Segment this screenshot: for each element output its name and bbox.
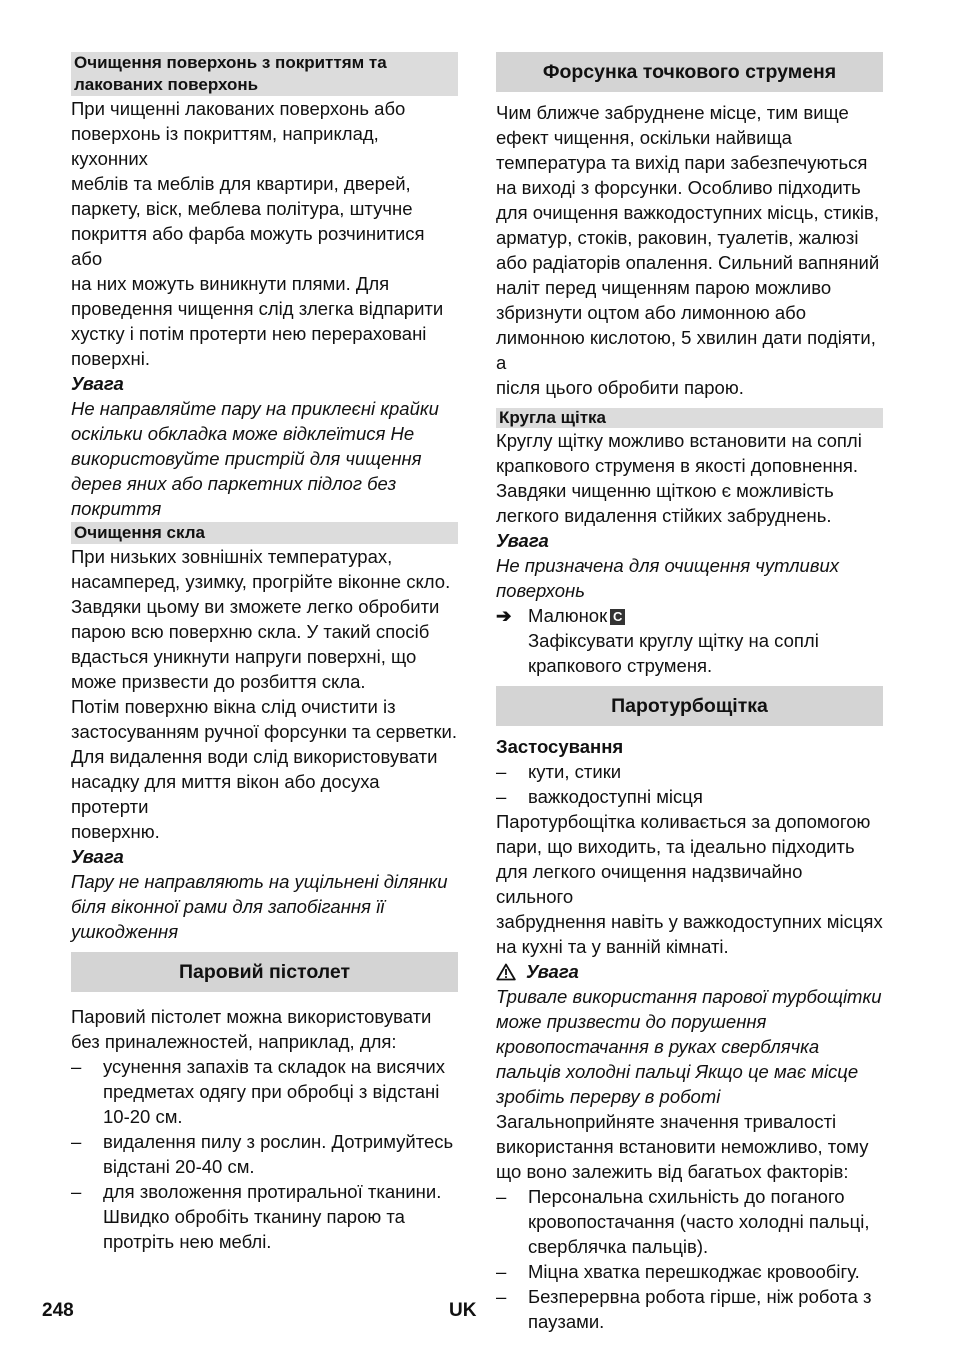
list-item: [496, 759, 883, 784]
dash-marker: –: [496, 1286, 507, 1307]
text-line: Завдяки цьому ви зможете легко обробити: [71, 596, 440, 617]
text-line: кровопостачання в руках сверблячка: [496, 1036, 820, 1057]
list-item: [496, 1284, 883, 1334]
text-line: після цього обробити парою.: [496, 377, 744, 398]
language-code: UK: [449, 1300, 477, 1321]
text-line: Чим ближче забруднене місце, тим вище: [496, 102, 849, 123]
text-line: Безперервна робота гірше, ніж робота з: [528, 1286, 872, 1307]
warning-text: [496, 984, 883, 1109]
text-line: температура та вихід пари забезпечуються: [496, 152, 868, 173]
text-line: Потім поверхню вікна слід очистити із: [71, 696, 396, 717]
text-line: забруднення навіть у важкодоступних місцях: [496, 911, 883, 932]
text-line: зробіть перерву в роботі: [496, 1086, 721, 1107]
heading-round-brush: Кругла щітка: [496, 408, 883, 428]
text-line: проведення чищення слід злегка відпарити: [71, 298, 444, 319]
dash-marker: –: [71, 1131, 82, 1152]
text-line: на виході з форсунки. Особливо підходить: [496, 177, 861, 198]
text-line: Загальноприйняте значення тривалості: [496, 1111, 837, 1132]
round-brush-text: [496, 428, 883, 528]
left-column: [71, 52, 458, 1254]
heading-steam-gun: Паровий пістолет: [71, 952, 458, 992]
heading-spot-nozzle: Форсунка точкового струменя: [496, 52, 883, 92]
figure-letter-badge: C: [610, 609, 625, 625]
text-line: протріть нею меблі.: [103, 1231, 272, 1252]
warning-text: [71, 869, 458, 944]
list-item: [71, 1129, 458, 1179]
text-line: вдасться уникнути напруги поверхні, що: [71, 646, 417, 667]
heading-steam-turbo-brush: Паротурбощітка: [496, 686, 883, 726]
text-line: ефект чищення, оскільки найвища: [496, 127, 792, 148]
text-line: на кухні та у ванній кімнаті.: [496, 936, 729, 957]
text-line: насамперед, узимку, прогрійте віконне скло.: [71, 571, 451, 592]
text-line: Не направляйте пару на приклеєні крайки: [71, 398, 439, 419]
text-line: використання встановити неможливо, тому: [496, 1136, 869, 1157]
text-line: кути, стики: [528, 761, 622, 782]
list-item: [71, 1054, 458, 1129]
text-line: Тривале використання парової турбощітки: [496, 986, 882, 1007]
text-line: лимонною кислотою, 5 хвилин дати подіяти, а: [496, 327, 876, 373]
list-item: [496, 784, 883, 809]
text-line: для зволоження протиральної тканини.: [103, 1181, 442, 1202]
text-line: крапкового струменя в якості доповнення.: [496, 455, 859, 476]
text-line: відстані 20-40 см.: [103, 1156, 255, 1177]
warning-label: Увага: [71, 373, 124, 394]
text-line: усунення запахів та складок на висячих: [103, 1056, 445, 1077]
text-line: видалення пилу з рослин. Дотримуйтесь: [103, 1131, 454, 1152]
text-line: 10-20 см.: [103, 1106, 183, 1127]
warning-label: Увага: [496, 530, 549, 551]
heading-line: лакованих поверхонь: [74, 75, 259, 94]
text-line: пальців холодні пальці Якщо це має місце: [496, 1061, 859, 1082]
text-line: біля віконної рами для запобігання її: [71, 896, 385, 917]
text-line: кровопостачання (часто холодні пальці,: [528, 1211, 870, 1232]
list-item: [496, 1259, 883, 1284]
text-line: що воно залежить від багатьох факторів:: [496, 1161, 849, 1182]
dash-marker: –: [71, 1181, 82, 1202]
page-number: 248: [42, 1300, 74, 1321]
warning-label-row: [496, 959, 883, 984]
text-line: ушкодження: [71, 921, 179, 942]
text-line: для легкого очищення надзвичайно сильного: [496, 861, 803, 907]
steam-gun-intro: [71, 1004, 458, 1054]
dash-marker: –: [496, 786, 507, 807]
text-line: насадку для миття вікон або досуха протерти: [71, 771, 380, 817]
text-line: збризнути оцтом або лимонною або: [496, 302, 807, 323]
text-line: наліт перед чищенням парою можливо: [496, 277, 832, 298]
text-line: поверхонь із покриттям, наприклад, кухонних: [71, 123, 379, 169]
text-line: Швидко обробіть тканину парою та: [103, 1206, 405, 1227]
text-line: арматур, стоків, раковин, туалетів, жалюзі: [496, 227, 859, 248]
dash-marker: –: [71, 1056, 82, 1077]
right-column: [496, 52, 883, 1334]
turbo-brush-text: [496, 809, 883, 959]
text-line: важкодоступні місця: [528, 786, 703, 807]
text-line: на них можуть виникнути плями. Для: [71, 273, 390, 294]
warning-label: Увага: [526, 961, 579, 982]
warning-label: Увага: [71, 846, 124, 867]
text-line: Завдяки чищенню щіткою є можливість: [496, 480, 834, 501]
text-line: Паротурбощітка коливається за допомогою: [496, 811, 871, 832]
figure-label: Малюнок: [528, 605, 608, 626]
dash-marker: –: [496, 761, 507, 782]
text-line: легкого видалення стійких забруднень.: [496, 505, 832, 526]
text-line: Міцна хватка перешкоджає кровообігу.: [528, 1261, 860, 1282]
dash-marker: –: [496, 1261, 507, 1282]
text-line: або радіаторів опалення. Сильний вапняний: [496, 252, 880, 273]
text-line: поверхню.: [71, 821, 160, 842]
text-line: Зафіксувати круглу щітку на соплі: [528, 630, 819, 651]
warning-triangle-icon: [496, 963, 516, 981]
text-line: При чищенні лакованих поверхонь або: [71, 98, 406, 119]
heading-coated-surfaces: [71, 52, 458, 96]
warning-text: [71, 396, 458, 521]
warning-text: [496, 553, 883, 603]
text-line: Для видалення води слід використовувати: [71, 746, 438, 767]
text-line: покриття або фарба можуть розчинитися або: [71, 223, 425, 269]
text-line: може призвести до розбиття скла.: [71, 671, 366, 692]
text-line: поверхні.: [71, 348, 151, 369]
text-line: предметах одягу при обробці з відстані: [103, 1081, 440, 1102]
text-line: поверхонь: [496, 580, 585, 601]
figure-reference: [496, 603, 883, 678]
text-line: для очищення важкодоступних місць, стиків,: [496, 202, 880, 223]
duration-text: [496, 1109, 883, 1184]
subheading-application: Застосування: [496, 736, 624, 757]
text-line: парою всю поверхню скла. У такий спосіб: [71, 621, 430, 642]
text-line: може призвести до порушення: [496, 1011, 767, 1032]
text-line: використовуйте пристрій для чищення: [71, 448, 422, 469]
heading-line: Очищення поверхонь з покриттям та: [74, 53, 387, 72]
text-line: Пару не направляють на ущільнені ділянки: [71, 871, 448, 892]
text-line: крапкового струменя.: [528, 655, 713, 676]
dash-marker: –: [496, 1186, 507, 1207]
text-line: Не призначена для очищення чутливих: [496, 555, 840, 576]
text-line: Персональна схильність до поганого: [528, 1186, 845, 1207]
text-line: меблів та меблів для квартири, дверей,: [71, 173, 411, 194]
list-item: [496, 1184, 883, 1259]
text-line: паузами.: [528, 1311, 605, 1332]
text-line: При низьких зовнішніх температурах,: [71, 546, 393, 567]
arrow-right-icon: ➔: [496, 605, 512, 626]
text-line: хустку і потім протерти нею перераховані: [71, 323, 427, 344]
text-line: оскільки обкладка може відклеїтися Не: [71, 423, 415, 444]
text-line: сверблячка пальців).: [528, 1236, 709, 1257]
figure-line: [528, 603, 883, 628]
spot-nozzle-text: [496, 100, 883, 400]
text-line: Круглу щітку можливо встановити на соплі: [496, 430, 862, 451]
coated-surfaces-text: [71, 96, 458, 371]
text-line: Паровий пістолет можна використовувати: [71, 1006, 432, 1027]
text-line: без приналежностей, наприклад, для:: [71, 1031, 397, 1052]
glass-cleaning-text: [71, 544, 458, 844]
text-line: дерев яних або паркетних підлог без: [71, 473, 397, 494]
list-item: [71, 1179, 458, 1254]
text-line: покриття: [71, 498, 162, 519]
text-line: застосуванням ручної форсунки та серветки.: [71, 721, 457, 742]
text-line: паркету, віск, меблева політура, штучне: [71, 198, 413, 219]
text-line: пари, що виходить, та ідеально підходить: [496, 836, 855, 857]
heading-glass-cleaning: Очищення скла: [71, 522, 458, 544]
